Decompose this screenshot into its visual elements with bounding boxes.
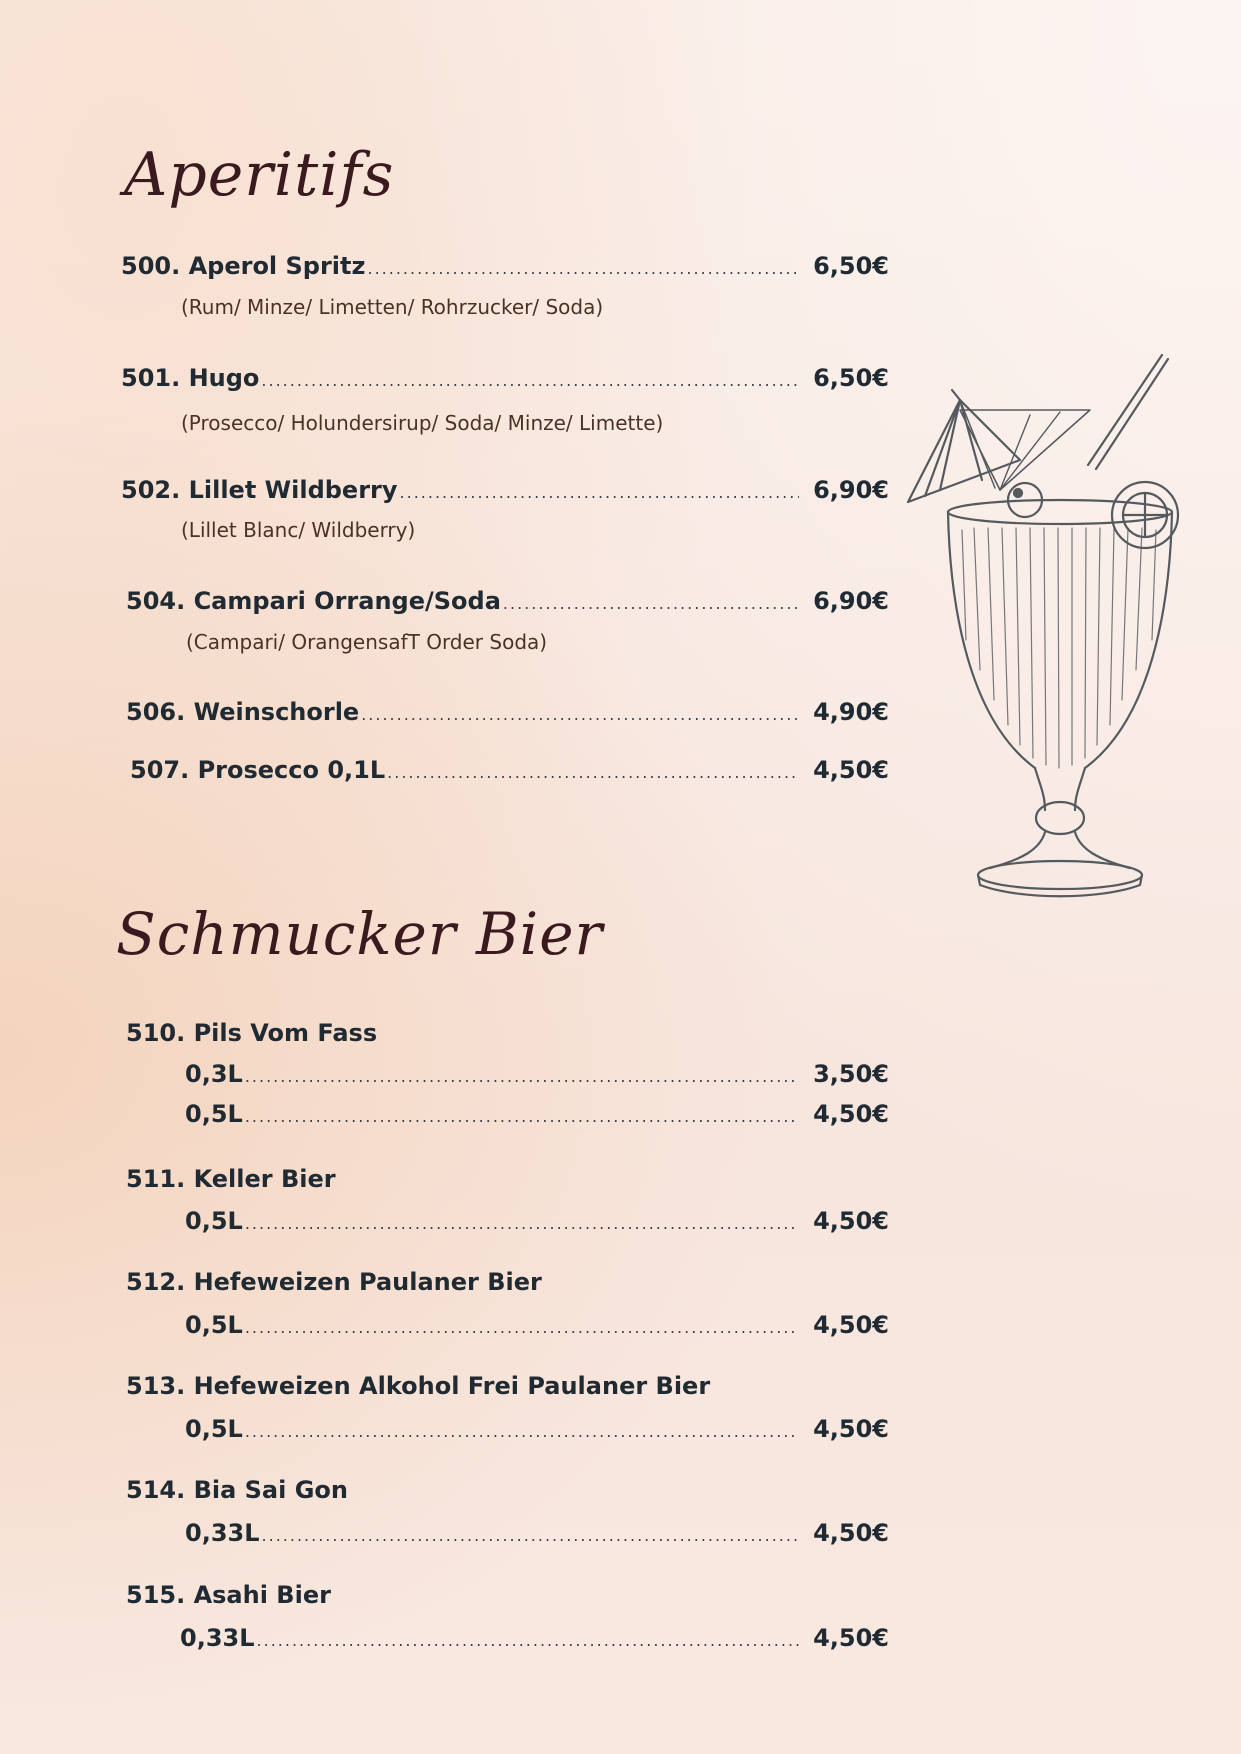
- item-description: (Rum/ Minze/ Limetten/ Rohrzucker/ Soda): [181, 295, 604, 319]
- item-price: 4,50€: [813, 1519, 889, 1547]
- menu-item-501: [121, 364, 889, 392]
- menu-item-510: 510. Pils Vom Fass: [126, 1019, 378, 1047]
- leader-dots: [245, 1318, 799, 1337]
- item-price: 4,50€: [813, 1415, 889, 1443]
- item-description: (Campari/ OrangensafT Order Soda): [186, 630, 548, 654]
- size-label: 0,5L: [185, 1100, 243, 1128]
- size-row: [180, 1624, 889, 1652]
- size-row: [185, 1311, 889, 1339]
- menu-item-504: [126, 587, 889, 615]
- size-label: 0,5L: [185, 1207, 243, 1235]
- item-price: 6,90€: [813, 476, 889, 504]
- menu-item-512: 512. Hefeweizen Paulaner Bier: [126, 1268, 542, 1296]
- item-price: 4,50€: [813, 756, 889, 784]
- item-price: 6,90€: [813, 587, 889, 615]
- item-name: 501. Hugo: [121, 364, 260, 392]
- item-name: 502. Lillet Wildberry: [121, 476, 398, 504]
- size-row: [185, 1207, 889, 1235]
- leader-dots: [367, 259, 799, 278]
- menu-item-506: [126, 698, 889, 726]
- menu-item-500: [121, 252, 889, 280]
- item-name: 504. Campari Orrange/Soda: [126, 587, 501, 615]
- leader-dots: [262, 1526, 800, 1545]
- size-row: [185, 1060, 889, 1088]
- item-description: (Prosecco/ Holundersirup/ Soda/ Minze/ Limette): [181, 411, 664, 435]
- item-price: 6,50€: [813, 252, 889, 280]
- menu-item-502: [121, 476, 889, 504]
- item-price: 4,50€: [813, 1624, 889, 1652]
- menu-item-513: 513. Hefeweizen Alkohol Frei Paulaner Bier: [126, 1372, 711, 1400]
- item-price: 4,90€: [813, 698, 889, 726]
- size-label: 0,3L: [185, 1060, 243, 1088]
- menu-item-515: 515. Asahi Bier: [126, 1581, 331, 1609]
- leader-dots: [257, 1631, 800, 1650]
- item-price: 4,50€: [813, 1207, 889, 1235]
- menu-item-507: [130, 756, 889, 784]
- size-label: 0,33L: [185, 1519, 260, 1547]
- leader-dots: [503, 594, 799, 613]
- aperitifs-heading: Aperitifs: [124, 140, 395, 210]
- leader-dots: [245, 1422, 799, 1441]
- item-name: 500. Aperol Spritz: [121, 252, 366, 280]
- item-name: 506. Weinschorle: [126, 698, 360, 726]
- leader-dots: [245, 1067, 799, 1086]
- item-name: 507. Prosecco 0,1L: [130, 756, 386, 784]
- leader-dots: [361, 705, 799, 724]
- item-description: (Lillet Blanc/ Wildberry): [181, 518, 416, 542]
- menu-item-514: 514. Bia Sai Gon: [126, 1476, 348, 1504]
- leader-dots: [245, 1107, 799, 1126]
- size-label: 0,5L: [185, 1415, 243, 1443]
- leader-dots: [261, 371, 799, 390]
- size-row: [185, 1519, 889, 1547]
- item-price: 3,50€: [813, 1060, 889, 1088]
- item-price: 4,50€: [813, 1100, 889, 1128]
- size-label: 0,5L: [185, 1311, 243, 1339]
- cocktail-glass-icon: [900, 340, 1200, 900]
- item-price: 6,50€: [813, 364, 889, 392]
- leader-dots: [245, 1214, 799, 1233]
- leader-dots: [387, 763, 799, 782]
- bier-heading: Schmucker Bier: [116, 900, 604, 968]
- size-label: 0,33L: [180, 1624, 255, 1652]
- leader-dots: [400, 483, 800, 502]
- size-row: [185, 1100, 889, 1128]
- size-row: [185, 1415, 889, 1443]
- menu-item-511: 511. Keller Bier: [126, 1165, 336, 1193]
- item-price: 4,50€: [813, 1311, 889, 1339]
